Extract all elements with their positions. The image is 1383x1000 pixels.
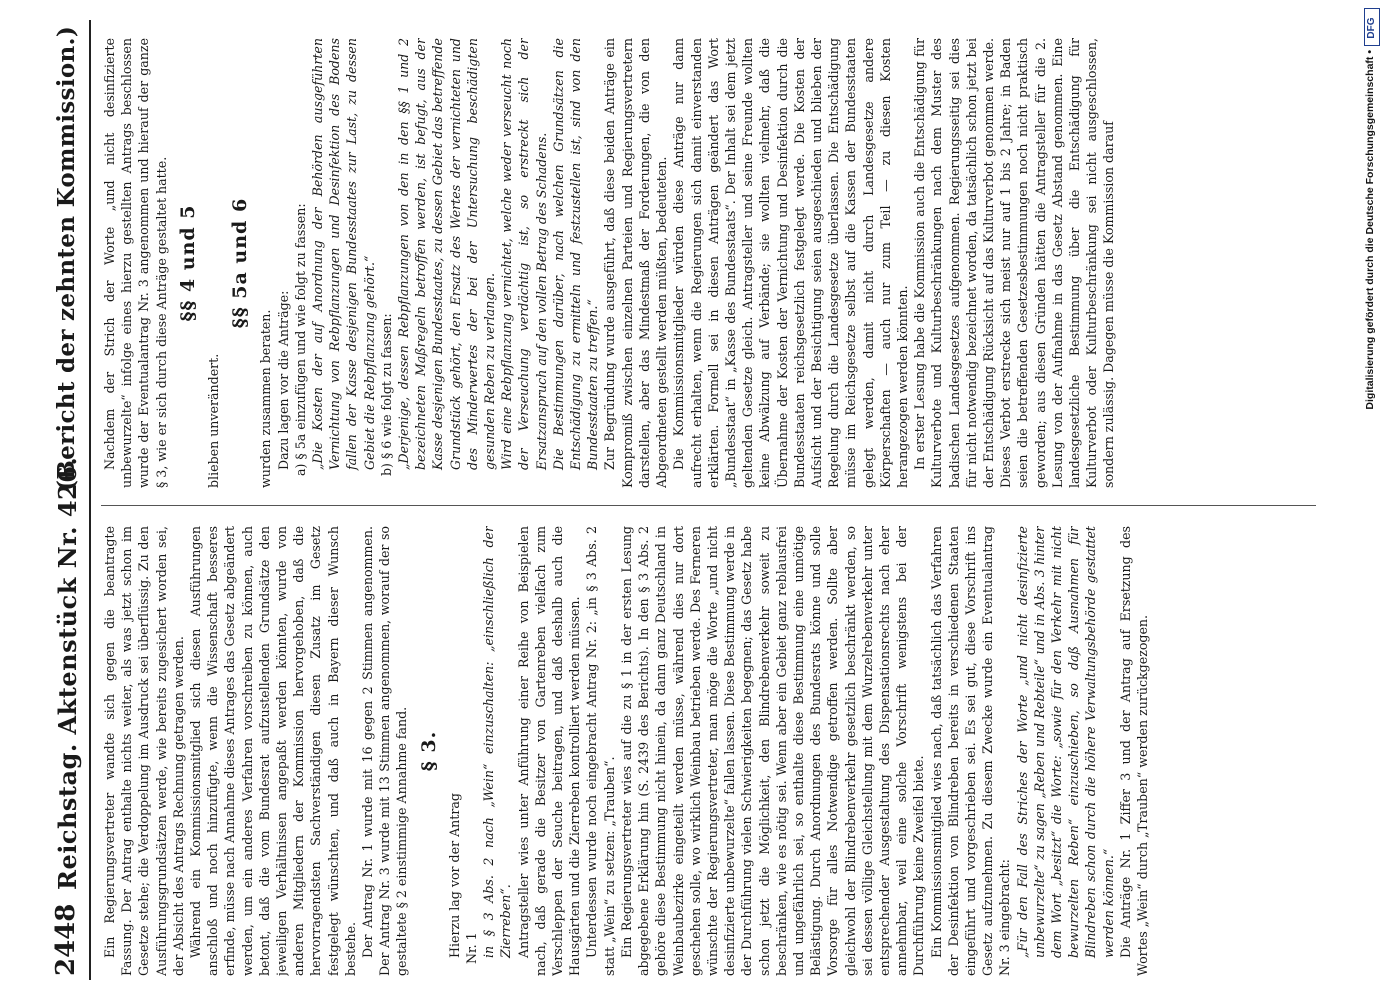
- digitization-credit: [1360, 6, 1380, 986]
- motion-text: Die Bestimmungen darüber, nach welchen Grundsätzen die Entschädigung zu ermitteln und festzustellen ist, sind von den Bundesstaaten zu treffen.“: [550, 38, 601, 470]
- page-number: 2448: [51, 903, 81, 976]
- motion-text: „Die Kosten der auf Anordnung der Behörden ausgeführten Vernichtung von Rebpflanzungen und Desinfektion des Bodens fallen der Kasse desjenigen Bundesstaates zur Last, zu dessen Gebiet die Rebpflanzung gehört.“: [310, 38, 377, 470]
- paragraph: Ein Regierungsvertreter wandte sich gegen die beantragte Fassung. Der Antrag enthalte nichts weiter, als was jetzt schon im Gesetze stehe; die Verdoppelung im Ausdruck sei überflüssig. Zu den Ausführungsgrundsätzen werde, wie bereits zugesichert worden sei, der Absicht des Antrags Rechnung getragen werden.: [102, 526, 186, 976]
- paragraph: Unterdessen wurde noch eingebracht Antrag Nr. 2: „in § 3 Abs. 2 statt „Wein“ zu setzen: „Trauben“.: [584, 526, 617, 976]
- paragraph: Während ein Kommissionsmitglied sich diesen Ausführungen anschloß und noch hinzufügte, wenn die Wissenschaft besseres erfinde, müsse nach Annahme dieses Antrages das Gesetz abgeändert werden, um ein anderes Verfahren vorschreiben zu können, auch betont, daß die vom Bundesrat aufzustellenden Grundsätze den jeweiligen Verhältnissen angepaßt werden könnten, wurde von anderen Mitgliedern der Kommission hervorgehoben, daß die hervorragendsten Sachverständigen diesen Zusatz im Gesetz festgelegt wünschten, und daß auch in Bayern dieser Wunsch bestehe.: [188, 526, 358, 976]
- paragraph: Hierzu lag vor der Antrag: [446, 793, 462, 958]
- paragraph: Der Antrag Nr. 1 wurde mit 16 gegen 2 Stimmen angenommen. Der Antrag Nr. 3 wurde mit 13 Stimmen angenommen, worauf der so gestaltete § 2 einstimmige Annahme fand.: [360, 526, 410, 976]
- paragraph: Ein Regierungsvertreter wies auf die zu § 1 in der ersten Lesung abgegebene Erklärung hin (S. 2439 des Berichts). In den § 3 Abs. 2 gehöre diese Bestimmung nicht hinein, da dann ganz Deutschland in Weinbaubezirke eingeteilt werden müsse, während dies nur dort geschehen solle, wo wirklich Weinbau betrieben werde. Des Ferneren wünschte der Regierungsvertreter, man möge die Worte „und nicht desinfizierte unbewurzelte“ fallen lassen. Diese Bestimmung werde in der Durchführung vielen Schwierigkeiten begegnen; das Gesetz habe schon jetzt die Möglichkeit, den Blindrebenverkehr soweit zu beschränken, wie es nötig sei. Wenn aber ein Gebiet ganz reblausfrei und ungefährlich sei, so enthalte diese Bestimmung eine unnötige Belästigung. Durch Anordnungen des Bundesrats könne und solle Vorsorge für alles Notwendige getroffen werden. Sollte aber gleichwohl der Blindrebenverkehr gesetzlich beschränkt werden, so sei dessen völlige Gleichstellung mit dem Wurzelrebenverkehr unter entsprechender Ausgestaltung des Dispensationsrechts nach eher annehmbar, weil eine solche Vorschrift wenigstens bei der Durchführung keine Zweifel biete.: [618, 526, 927, 976]
- right-column: [101, 38, 1321, 488]
- paragraph: Die Kommissionsmitglieder würden diese Anträge nur dann aufrecht erhalten, wenn die Regierungen sich damit einverstanden erklärten. Formell sei in diesen Anträgen geändert das Wort „Bundesstaat“ in „Kasse des Bundesstaats“. Der Inhalt sei dem jetzt geltenden Gesetze gleich. Antragsteller und seine Freunde wollten keine Abwälzung auf Verbände; sie wollten vielmehr, daß die Übernahme der Kosten der Vernichtung und Desinfektion durch die Bundesstaaten reichsgesetzlich festgelegt werde. Die Kosten der Aufsicht und der Besichtigung seien ausgeschieden und blieben der Regelung durch die Landesgesetze überlassen. Die Entschädigung müsse im Reichsgesetze selbst auf die Kassen der Bundesstaaten gelegt werden, damit nicht durch Landesgesetze andere Körperschaften — auch nur zum Teil — zu diesen Kosten herangezogen werden könnten.: [671, 38, 910, 488]
- motion-text: „Derjenige, dessen Rebpflanzungen von den in den §§ 1 und 2 bezeichneten Maßregeln betroffen werden, ist befugt, aus der Kasse desjenigen Bundesstaates, zu dessen Gebiet das betreffende Grundstück gehört, den Ersatz des Wertes der vernichteten und des Minderwertes der bei der Untersuchung beschädigten gesunden Reben zu verlangen.: [396, 38, 498, 470]
- motion-text: in § 3 Abs. 2 nach „Wein“ einzuschalten: „einschließlich der Zierreben“.: [481, 526, 514, 958]
- motion-text: „Für den Fall des Striches der Worte „und nicht desinfizierte unbewurzelte“ zu sagen „Reben und Rebteile“ und in Abs. 3 hinter dem Wort „besitzt“ die Worte: „sowie für den Verkehr mit nicht bewurzelten Reben“ einzuschieben, so daß Ausnahmen für Blindreben schon durch die höhere Verwaltungsbehörde gestattet werden können.“: [1014, 526, 1116, 958]
- section-heading: §§ 5a und 6: [229, 197, 252, 329]
- section-heading: § 3.: [417, 730, 440, 772]
- column-divider: [101, 505, 1316, 506]
- paragraph: Antragsteller wies unter Anführung einer Reihe von Beispielen nach, daß gerade die Besitzer von Gartenreben vielfach zum Verschleppen der Seuche beitragen, und daß deshalb auch die Hausgärten und die Zierreben kontrolliert werden müssen.: [515, 526, 583, 976]
- paragraph: wurden zusammen beraten.: [258, 309, 274, 488]
- page-header: [45, 20, 91, 980]
- running-title-right: (Bericht der zehnten Kommission.): [53, 26, 80, 491]
- digitization-credit-text: Digitalisierung gefördert durch die Deutsche Forschungsgemeinschaft •: [1364, 50, 1376, 410]
- left-column: [101, 526, 1321, 976]
- paragraph: Zur Begründung wurde ausgeführt, daß diese beiden Anträge ein Kompromiß zwischen einzelnen Parteien und Regierungsvertretern darstellen, aber das Mindestmaß der Forderungen, die von den Abgeordneten gestellt werden müßten, bedeuteten.: [602, 38, 670, 488]
- paragraph: Dazu lagen vor die Anträge:: [275, 290, 291, 470]
- dfg-logo-text: DFG: [1366, 17, 1377, 39]
- paragraph: Nachdem der Strich der Worte „und nicht desinfizierte unbewurzelte“ infolge eines hierzu gestellten Antrags beschlossen wurde der Eventualantrag Nr. 3 angenommen und hierauf der ganze § 3, wie er sich durch diese Anträge gestaltet hatte.: [102, 38, 169, 488]
- motion-number: Nr. 1: [464, 932, 480, 964]
- section-heading: §§ 4 und 5: [176, 204, 199, 322]
- paragraph: blieben unverändert.: [206, 353, 222, 488]
- motion-text: Wird eine Rebpflanzung vernichtet, welche weder verseucht noch der Verseuchung verdächtig ist, so erstreckt sich der Ersatzanspruch auf den vollen Betrag des Schadens.: [499, 38, 549, 470]
- motion-item: b) § 6 wie folgt zu fassen:: [378, 313, 394, 476]
- paragraph: Ein Kommissionsmitglied wies nach, daß tatsächlich das Verfahren der Desinfektion von Blindreben bereits in verschiedenen Staaten eingeführt und vorgeschrieben sei. Es sei gut, diese Vorschrift ins Gesetz aufzunehmen. Zu diesem Zwecke wurde ein Eventualantrag Nr. 3 eingebracht:: [928, 526, 1013, 976]
- running-title-left: Reichstag. Aktenstück Nr. 426.: [53, 456, 82, 890]
- motion-item: a) § 5a einzufügen und wie folgt zu fassen:: [292, 203, 308, 476]
- paragraph: In erster Lesung habe die Kommission auch die Entschädigung für Kulturverbote und Kulturbeschränkungen nach dem Muster des badischen Landesgesetzes aufgenommen. Regierungsseitig sei dies für nicht notwendig bezeichnet worden, da tatsächlich schon jetzt bei der Entschädigung Rücksicht auf das Kulturverbot genommen werde. Dieses Verbot erstrecke sich meist nur auf 1 bis 2 Jahre; in Baden seien die betreffenden Gesetzesbestimmungen noch nicht praktisch geworden; aus diesen Gründen hätten die Antragsteller für die 2. Lesung von der Aufnahme in das Gesetz Abstand genommen. Eine landesgesetzliche Bestimmung über die Entschädigung für Kulturverbot oder Kulturbeschränkung sei nicht ausgeschlossen, sondern zulässig. Dagegen müsse die Kommission darauf: [912, 38, 1117, 488]
- paragraph: Die Anträge Nr. 1 Ziffer 3 und der Antrag auf Ersetzung des Wortes „Wein“ durch „Trauben“ werden zurückgezogen.: [1117, 526, 1150, 976]
- document-page: [45, 20, 1335, 980]
